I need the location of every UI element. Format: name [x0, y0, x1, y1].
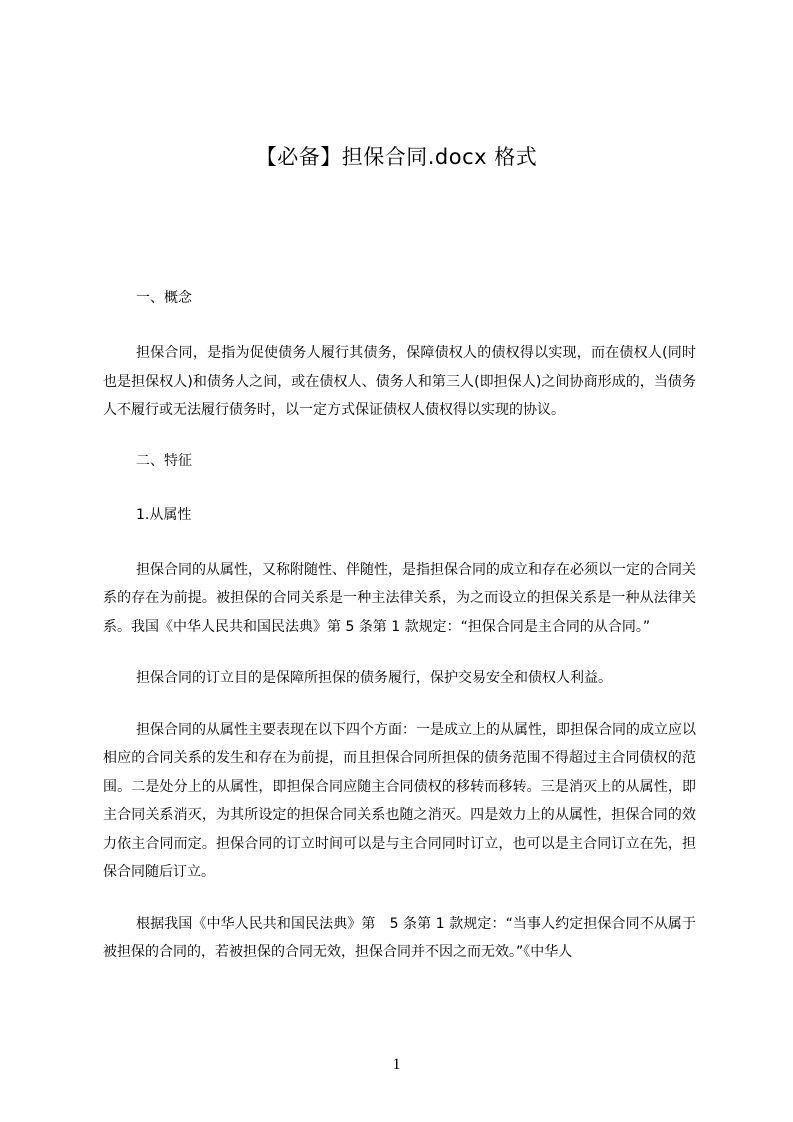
paragraph-subordination: 担保合同的从属性，又称附随性、伴随性，是指担保合同的成立和存在必须以一定的合同关系的存在为前提。被担保的合同关系是一种主法律关系，为之而设立的担保关系是一种从法律关系。我国《中华人民共和国民法典》第 5 条第 1 款规定：“担保合同是主合同的从合同。” [103, 561, 696, 635]
section-heading-concept: 一、概念 [136, 290, 192, 306]
paragraph-purpose: 担保合同的订立目的是保障所担保的债务履行，保护交易安全和债权人利益。 [136, 670, 612, 686]
document-title: 【必备】担保合同.docx 格式 [255, 145, 538, 169]
document-body [103, 285, 696, 990]
subheading-subordination: 1.从属性 [136, 506, 192, 523]
paragraph-civil-code: 根据我国《中华人民共和国民法典》第 5 条第 1 款规定：“当事人约定担保合同不从属于被担保的合同的，若被担保的合同无效，担保合同并不因之而无效。”《中华人 [103, 915, 696, 960]
paragraph-definition: 担保合同，是指为促使债务人履行其债务，保障债权人的债权得以实现，而在债权人(同时也是担保权人)和债务人之间，或在债权人、债务人和第三人(即担保人)之间协商形成的，当债务人不履行或无法履行债务时，以一定方式保证债权人债权得以实现的协议。 [103, 345, 696, 418]
page-number: 1 [392, 1056, 401, 1073]
section-heading-features: 二、特征 [136, 452, 192, 469]
paragraph-four-aspects: 担保合同的从属性主要表现在以下四个方面：一是成立上的从属性，即担保合同的成立应以相应的合同关系的发生和存在为前提，而且担保合同所担保的债务范围不得超过主合同债权的范围。二是处分上的从属性，即担保合同应随主合同债权的移转而移转。三是消灭上的从属性，即主合同关系消灭，为其所设定的担保合同关系也随之消灭。四是效力上的从属性，担保合同的效力依主合同而定。担保合同的订立时间可以是与主合同同时订立，也可以是主合同订立在先，担保合同随后订立。 [103, 721, 696, 880]
